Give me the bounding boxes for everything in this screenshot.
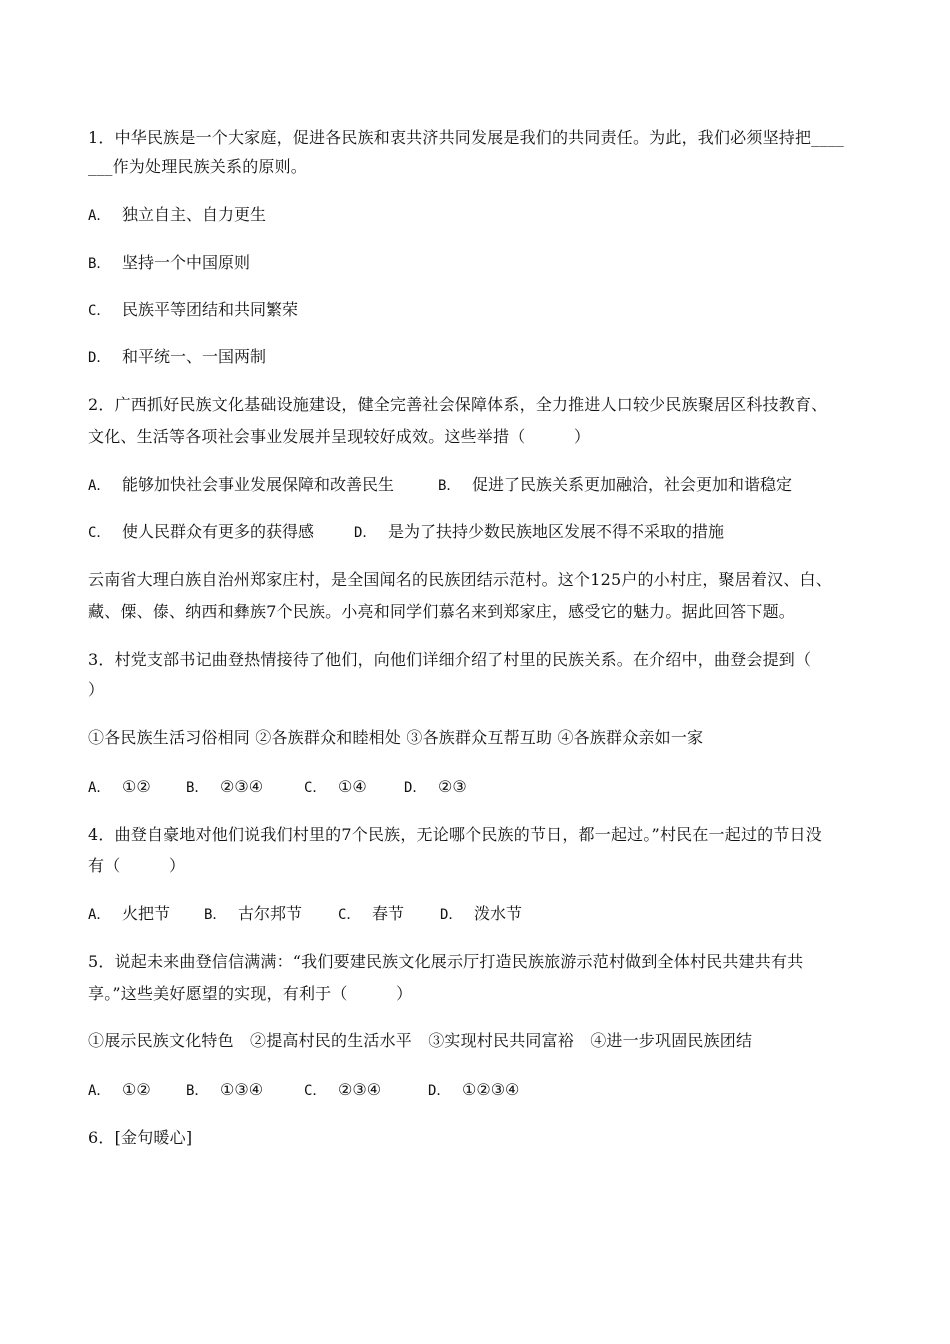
option-text: ①②③④ (462, 1080, 520, 1099)
q5-option-d[interactable] (428, 1080, 519, 1101)
option-label: B． (186, 1083, 209, 1099)
option-label: C． (338, 907, 361, 923)
option-text: 使人民群众有更多的获得感 (122, 522, 315, 541)
q1-option-c[interactable] (88, 300, 298, 321)
q1-option-a[interactable] (88, 205, 266, 226)
option-text: ①③④ (220, 1080, 264, 1099)
q2-option-a[interactable] (88, 475, 438, 496)
q1-option-d[interactable] (88, 347, 266, 368)
option-label: D． (88, 350, 111, 366)
q3-options-row (88, 777, 467, 798)
q3-option-d[interactable] (404, 777, 467, 798)
q5-option-c[interactable] (304, 1080, 428, 1101)
q3-statements: ①各民族生活习俗相同 ②各族群众和睦相处 ③各族群众互帮互助 ④各族群众亲如一家 (88, 728, 704, 747)
option-label: D． (404, 780, 427, 796)
option-label: B． (88, 256, 111, 272)
q5-statements: ①展示民族文化特色 ②提高村民的生活水平 ③实现村民共同富裕 ④进一步巩固民族团结 (88, 1031, 753, 1050)
q5-stem-line1: 5．说起未来曲登信信满满：“我们要建民族文化展示厅打造民族旅游示范村做到全体村民共建共有共 (88, 952, 804, 971)
q2-stem-line2: 文化、生活等各项社会事业发展并呈现较好成效。这些举措（ ） (88, 427, 591, 446)
option-label: C． (88, 303, 111, 319)
q4-options-row (88, 904, 522, 925)
q4-option-d[interactable] (440, 904, 522, 925)
q3-option-c[interactable] (304, 777, 404, 798)
q6-stem-line1: 6．[金句暖心] (88, 1128, 193, 1147)
option-label: D． (354, 525, 377, 541)
option-text: 春节 (372, 904, 405, 923)
option-text: 坚持一个中国原则 (122, 253, 251, 272)
q2-option-c[interactable] (88, 522, 354, 543)
q1-stem-line1: 1．中华民族是一个大家庭，促进各民族和衷共济共同发展是我们的共同责任。为此，我们必须坚持把____ (88, 128, 844, 147)
option-label: A． (88, 1083, 111, 1099)
q5-options-row (88, 1080, 519, 1101)
option-label: A． (88, 907, 111, 923)
q4-option-c[interactable] (338, 904, 440, 925)
q3-option-a[interactable] (88, 777, 186, 798)
option-label: C． (304, 780, 327, 796)
option-text: ①④ (338, 777, 367, 796)
q3-stem-line1: 3．村党支部书记曲登热情接待了他们，向他们详细介绍了村里的民族关系。在介绍中，曲登会提到（ (88, 650, 812, 669)
option-label: A． (88, 208, 111, 224)
option-label: A． (88, 780, 111, 796)
option-label: B． (204, 907, 227, 923)
q5-option-b[interactable] (186, 1080, 304, 1101)
option-text: 独立自主、自力更生 (122, 205, 267, 224)
option-text: 民族平等团结和共同繁荣 (122, 300, 299, 319)
option-text: ②③ (438, 777, 467, 796)
q3-stem-line2: ） (88, 680, 105, 699)
q4-option-a[interactable] (88, 904, 204, 925)
option-text: ②③④ (338, 1080, 382, 1099)
q3-option-b[interactable] (186, 777, 304, 798)
option-text: ②③④ (220, 777, 264, 796)
option-text: 和平统一、一国两制 (122, 347, 267, 366)
q1-stem-line2: ___作为处理民族关系的原则。 (88, 157, 308, 176)
option-label: C． (304, 1083, 327, 1099)
option-text: 能够加快社会事业发展保障和改善民生 (122, 475, 395, 494)
option-text: 是为了扶持少数民族地区发展不得不采取的措施 (388, 522, 725, 541)
q2-option-d[interactable] (354, 522, 724, 543)
option-label: D． (428, 1083, 451, 1099)
q2-stem-line1: 2．广西抓好民族文化基础设施建设，健全完善社会保障体系，全力推进人口较少民族聚居区科技教育、 (88, 395, 828, 414)
q4-stem-line1: 4．曲登自豪地对他们说我们村里的7个民族，无论哪个民族的节日，都一起过。”村民在一起过的节日没 (88, 825, 822, 844)
option-label: B． (438, 478, 461, 494)
option-text: 泼水节 (474, 904, 523, 923)
option-text: 火把节 (122, 904, 171, 923)
option-text: 古尔邦节 (238, 904, 303, 923)
q1-option-b[interactable] (88, 253, 250, 274)
material-line2: 藏、傈、傣、纳西和彝族7个民族。小亮和同学们慕名来到郑家庄，感受它的魅力。据此回答下题。 (88, 602, 795, 621)
material-line1: 云南省大理白族自治州郑家庄村，是全国闻名的民族团结示范村。这个125户的小村庄，聚居着汉、白、 (88, 570, 832, 589)
q4-option-b[interactable] (204, 904, 338, 925)
option-text: ①② (122, 777, 151, 796)
option-label: A． (88, 478, 111, 494)
option-label: B． (186, 780, 209, 796)
q2-options-row2 (88, 522, 724, 543)
option-text: 促进了民族关系更加融洽，社会更加和谐稳定 (472, 475, 793, 494)
q2-option-b[interactable] (438, 475, 792, 496)
q2-options-row1 (88, 475, 792, 496)
option-label: D． (440, 907, 463, 923)
option-text: ①② (122, 1080, 151, 1099)
q5-stem-line2: 享。”这些美好愿望的实现，有利于（ ） (88, 984, 413, 1003)
option-label: C． (88, 525, 111, 541)
q4-stem-line2: 有（ ） (88, 856, 186, 875)
q5-option-a[interactable] (88, 1080, 186, 1101)
